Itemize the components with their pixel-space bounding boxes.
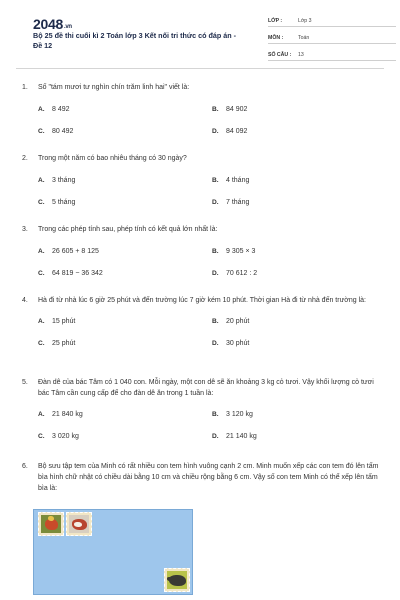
question-2: 2. Trong một năm có bao nhiêu tháng có 30 ngày? A. 3 tháng B. 4 tháng C. 5 tháng D. 7 tháng xyxy=(22,153,384,237)
stamp-board-illustration xyxy=(33,509,193,595)
option-b[interactable]: B. 9 305 × 3 xyxy=(212,248,256,255)
question-1: 1. Số "tám mươi tư nghìn chín trăm linh hai" viết là: A. 8 492 B. 84 902 C. 80 492 D. 84 092 xyxy=(22,82,384,166)
option-c[interactable]: C. 80 492 xyxy=(38,128,74,135)
option-d[interactable]: D. 7 tháng xyxy=(212,199,250,206)
info-row-subject: MÔN : Toán xyxy=(268,31,396,44)
option-d[interactable]: D. 30 phút xyxy=(212,340,250,347)
question-3: 3. Trong các phép tính sau, phép tính có kết quả lớn nhất là: A. 26 605 + 8 125 B. 9 305 × 3 C. 64 819 − 36 342 D. 70 612 : 2 xyxy=(22,224,384,308)
option-d[interactable]: D. 70 612 : 2 xyxy=(212,270,258,277)
option-c[interactable]: C. 25 phút xyxy=(38,340,76,347)
question-4: 4. Hà đi từ nhà lúc 6 giờ 25 phút và đến trường lúc 7 giờ kém 10 phút. Thời gian Hà đi từ nhà đến trường là: A. 15 phút B. 20 phút C. 25 phút D. 30 phút xyxy=(22,297,366,347)
option-c[interactable]: C. 3 020 kg xyxy=(38,433,79,440)
option-a[interactable]: A. 3 tháng xyxy=(38,177,76,184)
question-5: 5. Đàn dê của bác Tâm có 1 040 con. Mỗi ngày, một con dê sẽ ăn khoảng 3 kg cỏ tươi. Vậy khối lượng cỏ tươi bác Tâm cần cung cấp để cho đàn dê ăn trong 1 tuần là: A. 21 840 kg B. 3 120 kg C. 3 020 kg D. 21 140 kg xyxy=(22,379,374,440)
exam-info xyxy=(268,14,396,65)
header-divider xyxy=(16,68,384,69)
site-logo[interactable]: 2048.vn xyxy=(33,16,72,32)
stamp-image xyxy=(164,568,190,592)
option-b[interactable]: B. 3 120 kg xyxy=(212,411,253,418)
option-a[interactable]: A. 15 phút xyxy=(38,318,76,325)
option-b[interactable]: B. 4 tháng xyxy=(212,177,250,184)
option-a[interactable]: A. 26 605 + 8 125 xyxy=(38,248,99,255)
question-6: 6. Bộ sưu tập tem của Minh có rất nhiều con tem hình vuông cạnh 2 cm. Minh muốn xếp các con tem đó lên tấm bìa hình chữ nhật có chiều dài bằng 10 cm và chiều rộng bằng 6 cm. Vậy số con tem Minh có thể xếp lên tấm bìa là: xyxy=(22,463,379,492)
info-row-class: LỚP : Lớp 3 xyxy=(268,14,396,27)
option-c[interactable]: C. 5 tháng xyxy=(38,199,76,206)
option-b[interactable]: B. 20 phút xyxy=(212,318,250,325)
option-c[interactable]: C. 64 819 − 36 342 xyxy=(38,270,103,277)
page-header xyxy=(16,0,384,64)
option-a[interactable]: A. 8 492 xyxy=(38,106,70,113)
option-a[interactable]: A. 21 840 kg xyxy=(38,411,83,418)
option-b[interactable]: B. 84 902 xyxy=(212,106,248,113)
option-d[interactable]: D. 84 092 xyxy=(212,128,248,135)
info-row-count: SỐ CÂU : 13 xyxy=(268,48,396,61)
exam-title: Bộ 25 đề thi cuối kì 2 Toán lớp 3 Kết nối tri thức có đáp án - Đề 12 xyxy=(33,31,237,50)
stamp-image xyxy=(38,512,64,536)
option-d[interactable]: D. 21 140 kg xyxy=(212,433,257,440)
stamp-image xyxy=(66,512,92,536)
